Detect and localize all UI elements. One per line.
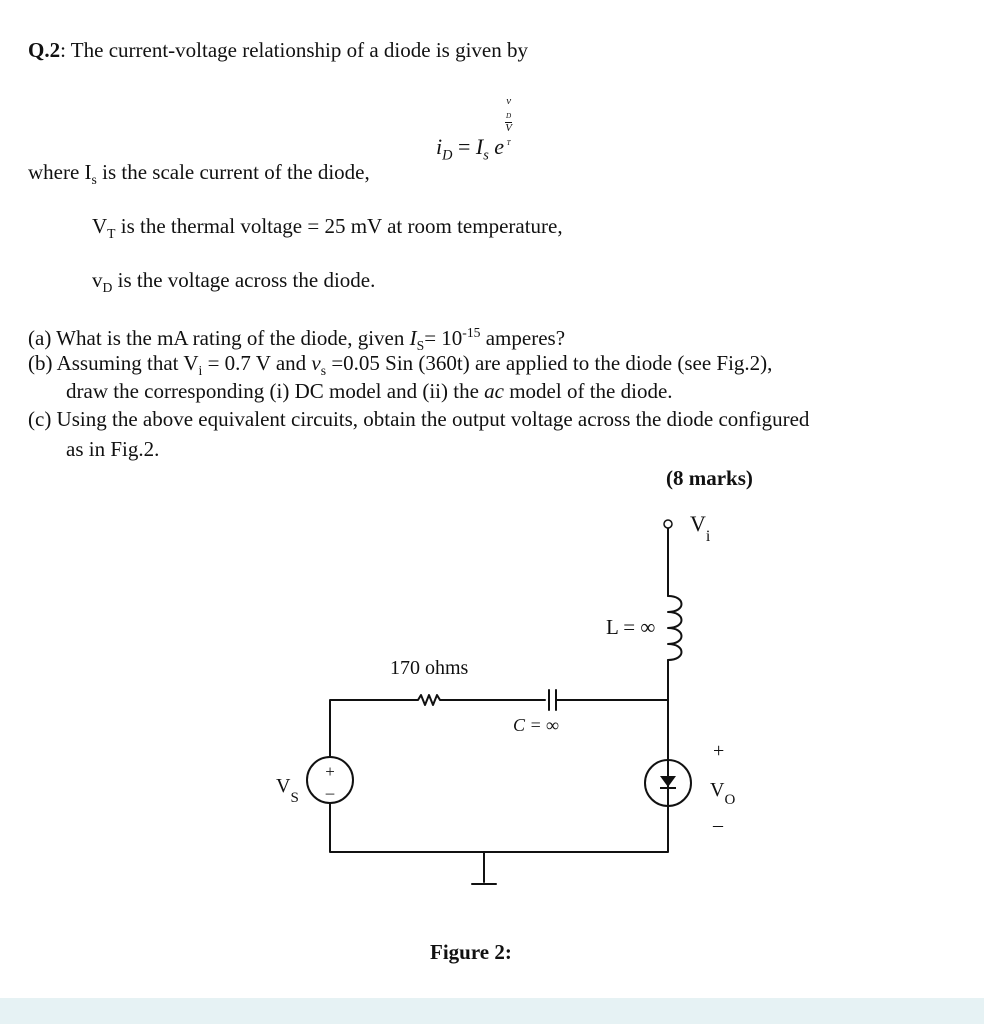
part-a: (a) What is the mA rating of the diode, given $I_S= 10^{-15}$ amperes?	[28, 325, 566, 354]
vo-label: $V_O$	[710, 779, 736, 808]
figure-caption: Figure 2:	[430, 940, 512, 964]
source-plus: +	[325, 762, 335, 781]
exponent-fraction: v $_D$ V $_T$	[505, 95, 512, 148]
vo-minus: –	[713, 814, 723, 836]
vi-terminal	[664, 520, 672, 528]
inductor-symbol	[668, 596, 682, 660]
inductor-label: L = ∞	[606, 615, 656, 639]
vo-plus: +	[713, 740, 725, 762]
part-c-line-2: as in Fig.2.	[66, 437, 160, 461]
wire-bottom	[330, 803, 668, 852]
vi-label: $V_i$	[690, 511, 711, 545]
resistor-label: 170 ohms	[390, 657, 469, 679]
vs-label: $V_S$	[276, 775, 299, 806]
diode-equation: $i_D = I_s$ e v $_D$ V $_T$	[436, 95, 512, 164]
part-b-line-1: (b) Assuming that $V_i = 0.7$ V and $v_s =0.05$ Sin (360t) are applied to the diode (see Fig.2),	[28, 351, 773, 379]
marks-label: (8 marks)	[666, 466, 753, 490]
capacitor-label: C = ∞	[513, 715, 559, 735]
resistor-symbol	[395, 695, 545, 705]
wire-left	[330, 700, 395, 757]
thermal-voltage-line: $V_T$ is the thermal voltage = 25 mV at room temperature,	[92, 214, 563, 242]
part-c-line-1: (c) Using the above equivalent circuits, obtain the output voltage across the diode configured	[28, 407, 810, 431]
source-minus: –	[325, 783, 335, 802]
question-number: Q.2	[28, 38, 61, 62]
bottom-bar	[0, 998, 984, 1024]
part-b-line-2: draw the corresponding (i) DC model and (ii) the ac model of the diode.	[66, 379, 673, 403]
question-intro: : The current-voltage relationship of a diode is given by	[60, 38, 528, 62]
where-is-line: where $I_s$ is the scale current of the diode,	[28, 160, 370, 188]
diode-voltage-line: $v_D$ is the voltage across the diode.	[92, 268, 376, 296]
